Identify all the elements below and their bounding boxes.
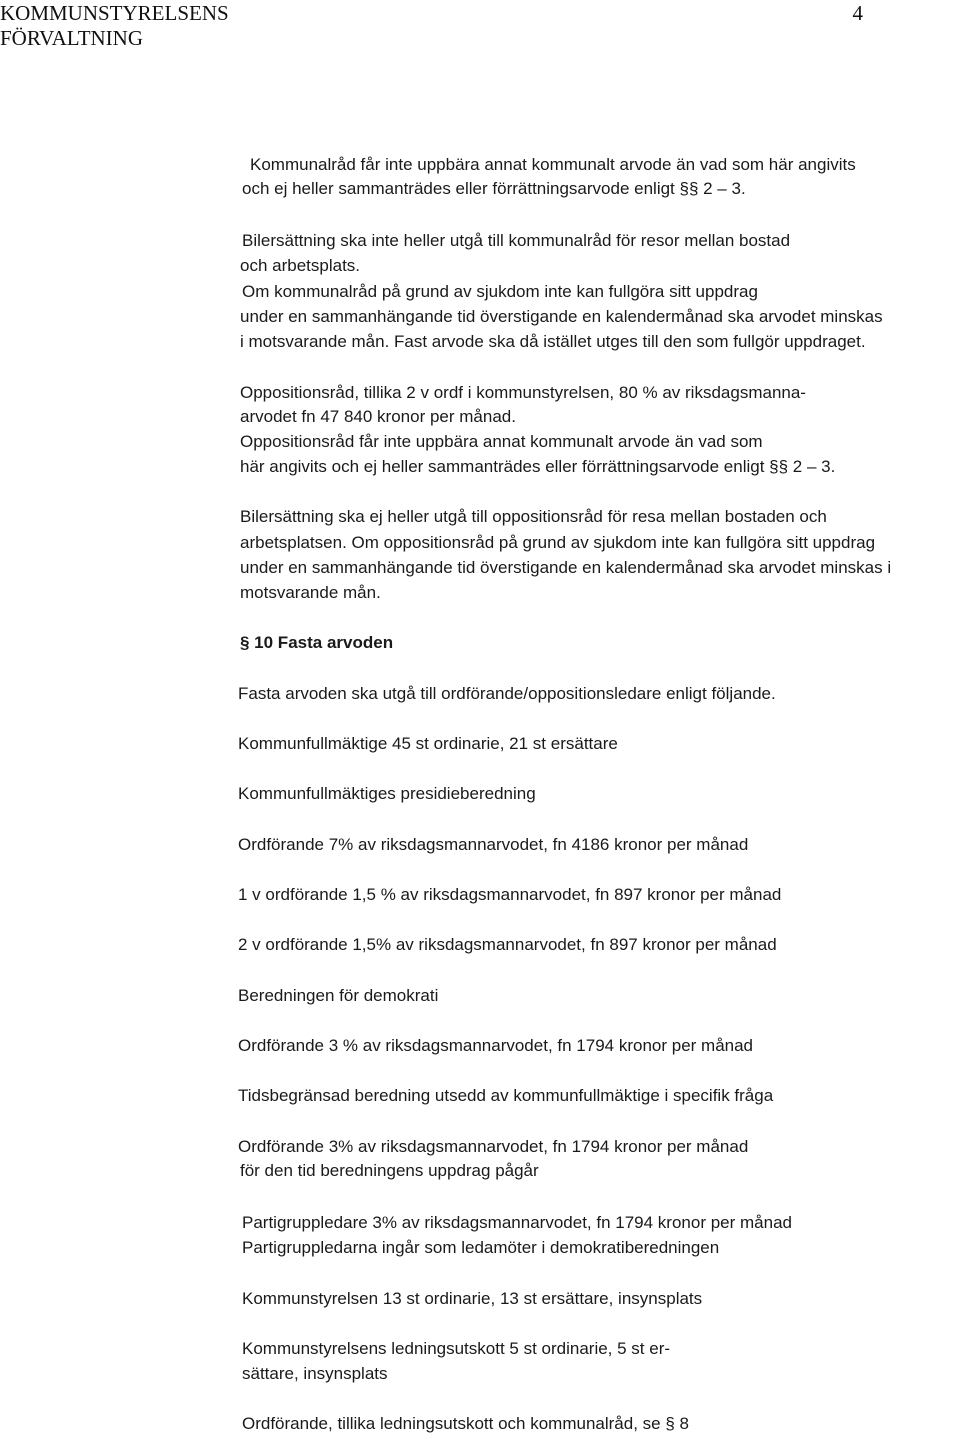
- text-line: Bilersättning ska inte heller utgå till kommunalråd för resor mellan bostad: [242, 231, 791, 250]
- text-line: Kommunstyrelsens ledningsutskott 5 st ordinarie, 5 st er-: [242, 1339, 671, 1358]
- text-line: arvodet fn 47 840 kronor per månad.: [240, 407, 516, 426]
- text-line: 2 v ordförande 1,5% av riksdagsmannarvodet, fn 897 kronor per månad: [238, 935, 777, 954]
- text-line: sättare, insynsplats: [242, 1364, 388, 1383]
- text-line: Beredningen för demokrati: [238, 986, 439, 1005]
- text-line: Kommunstyrelsen 13 st ordinarie, 13 st ersättare, insynsplats: [242, 1289, 703, 1308]
- text-line: Om kommunalråd på grund av sjukdom inte kan fullgöra sitt uppdrag: [242, 282, 758, 301]
- text-line: 1 v ordförande 1,5 % av riksdagsmannarvodet, fn 897 kronor per månad: [238, 885, 782, 904]
- text-line: Ordförande 7% av riksdagsmannarvodet, fn 4186 kronor per månad: [238, 835, 749, 854]
- text-line: Partigruppledare 3% av riksdagsmannarvodet, fn 1794 kronor per månad: [242, 1213, 792, 1232]
- text-line: Ordförande, tillika ledningsutskott och kommunalråd, se § 8: [242, 1414, 689, 1433]
- text-line: Oppositionsråd får inte uppbära annat kommunalt arvode än vad som: [240, 432, 763, 451]
- text-line: Fasta arvoden ska utgå till ordförande/oppositionsledare enligt följande.: [238, 684, 776, 703]
- text-line: motsvarande mån.: [240, 583, 381, 602]
- text-line: i motsvarande mån. Fast arvode ska då istället utges till den som fullgör uppdraget.: [240, 332, 866, 351]
- text-line: Bilersättning ska ej heller utgå till oppositionsråd för resa mellan bostaden och: [240, 507, 827, 526]
- text-line: arbetsplatsen. Om oppositionsråd på grund av sjukdom inte kan fullgöra sitt uppdrag: [240, 533, 876, 552]
- text-line: Kommunalråd får inte uppbära annat kommunalt arvode än vad som här angivits: [250, 155, 856, 174]
- header-title-line-1: KOMMUNSTYRELSENS: [0, 1, 229, 25]
- text-line: under en sammanhängande tid överstigande en kalendermånad ska arvodet minskas: [240, 307, 883, 326]
- text-line: här angivits och ej heller sammanträdes eller förrättningsarvode enligt §§ 2 – 3.: [240, 457, 836, 476]
- text-line: och arbetsplats.: [240, 256, 361, 275]
- text-line: Ordförande 3 % av riksdagsmannarvodet, fn 1794 kronor per månad: [238, 1036, 754, 1055]
- text-line: och ej heller sammanträdes eller förrättningsarvode enligt §§ 2 – 3.: [242, 179, 746, 198]
- text-line: Tidsbegränsad beredning utsedd av kommunfullmäktige i specifik fråga: [238, 1086, 774, 1105]
- text-line: Oppositionsråd, tillika 2 v ordf i kommunstyrelsen, 80 % av riksdagsmanna-: [240, 383, 806, 402]
- header-title-line-2: FÖRVALTNING: [0, 26, 144, 50]
- text-line: under en sammanhängande tid överstigande en kalendermånad ska arvodet minskas i: [240, 558, 892, 577]
- text-line: Ordförande 3% av riksdagsmannarvodet, fn 1794 kronor per månad: [238, 1137, 749, 1156]
- page-number: 4: [852, 1, 863, 25]
- text-line: Partigruppledarna ingår som ledamöter i demokratiberedningen: [242, 1238, 720, 1257]
- text-line: Kommunfullmäktige 45 st ordinarie, 21 st ersättare: [238, 734, 618, 753]
- text-line: Kommunfullmäktiges presidieberedning: [238, 784, 536, 803]
- text-line: för den tid beredningens uppdrag pågår: [240, 1161, 539, 1180]
- section-heading: § 10 Fasta arvoden: [240, 633, 394, 652]
